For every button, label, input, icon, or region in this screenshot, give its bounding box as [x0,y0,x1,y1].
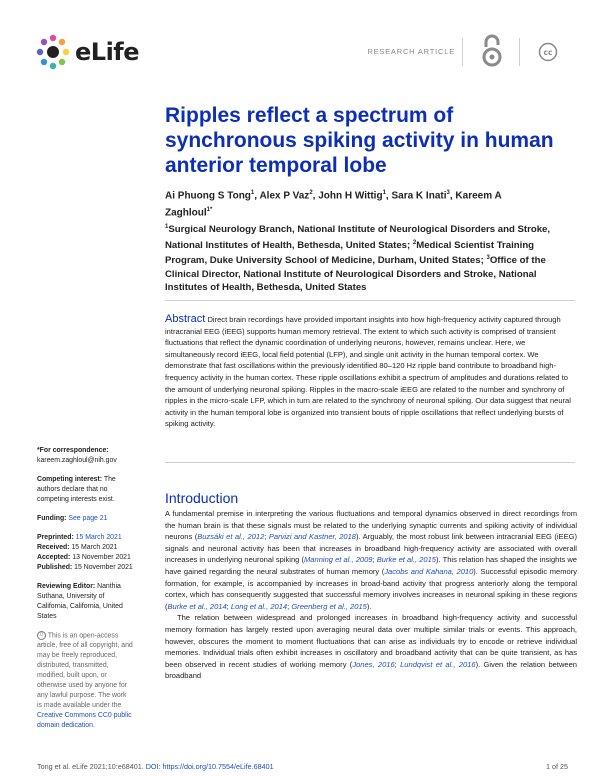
funding-link[interactable]: See page 21 [66,515,108,522]
competing-interest-text: The authors declare that no competing interests exist. [37,476,116,503]
citation-link[interactable]: Burke et al., 2015 [376,555,436,565]
citation-link[interactable]: Burke et al., 2014 [167,601,227,611]
divider [165,300,575,301]
abstract-label: Abstract [165,313,206,325]
published-date: 15 November 2021 [72,564,133,571]
page-footer [37,762,567,771]
abstract-text: Direct brain recordings have provided important insights into how high-frequency activity captured through intracranial EEG (iEEG) supports human memory retrieval. The extent to which such activity is comprised of transient fluctuations that reflect the dynamic coordination of underlying neurons, however, remains unclear. Here, we simultaneously record iEEG, local field potential (LFP), and single unit activity in the human temporal cortex. We demonstrate that fast oscillations within the previously identified 80–120 Hz ripple band contribute to broadband high-frequency activity in the human cortex. These ripple oscillations exhibit a spectrum of amplitudes and durations related to the amount of underlying neuronal spiking. Ripples in the macro-scale iEEG are related to the number and synchrony of ripples in the micro-scale LFP, which in turn are related to the synchrony of neuronal spiking. Our data suggest that neural activity in the human temporal lobe is organized into transient bouts of ripple oscillations that reflect underlying bursts of spiking activity. [165,315,571,429]
published-label: Published: [37,564,73,571]
paragraph: A fundamental premise in interpreting the various fluctuations and temporal dynamics observed in direct recordings from the human brain is that these signals must be related to the underlying synaptic currents and spiking activity of individual neurons (Buzsáki et al., 2012; Parvizi and Kastner, 2018). Arguably, the most robust link between intracranial EEG (iEEG) signals and neuronal activity has been that increases in broadband high-frequency activity are associated with overall increases in underlying neuronal spiking (Manning et al., 2009; Burke et al., 2015). This relation has shaped the insights we have gained regarding the neural substrates of human memory (Jacobs and Kahana, 2010). Successful episodic memory formation, for example, is accompanied by increases in broad-band activity that progress anteriorly along the temporal cortex, which has consequently suggested that successful memory involves increases in neuronal spiking in these regions (Burke et al., 2014; Long et al., 2014; Greenberg et al., 2015). [165,509,578,611]
article-sidebar: *For correspondence: kareem.zaghloul@nih.gov Competing interest: The authors declare that no competing interests exist. Funding: See page 21 Preprinted: 15 March 2021 Received: 15 March 2021 Accepted: 13 November 2021 Published: 15 November 2021 Reviewing Editor: Nanthia Suthana, University of California, California, United States 0 This is an open-access article, free of all copyright, and may be freely reproduced, distributed, transmitted, modified, built upon, or otherwise used by anyone for any lawful purpose. The work is made available under the Creative Commons CC0 public domain dedication. [37,447,133,730]
correspondence-label: *For correspondence: [37,447,109,454]
introduction-body [165,508,577,682]
article-title: Ripples reflect a spectrum of synchronous spiking activity in human anterior temporal lobe [165,104,554,177]
page-number: 1 of 25 [546,762,568,771]
paragraph: The relation between widespread and prolonged increases in broadband high-frequency activity and successful memory formation has largely rested upon averaging neural data over multiple similar trials or events. This approach, however, obscures the moment to moment fluctuations that can arise as individuals try to encode or retrieve individual memories. Individual trials often exhibit increases in oscillatory and broadband activity that can be quite transient, as has been observed in recent studies of working memory (Jones, 2016; Lundqvist et al., 2016). Given the relation between broadband [165,613,577,681]
header-divider [519,38,520,66]
reviewing-editor-text: Nanthia Suthana, University of California, California, United States [37,583,123,620]
citation-link[interactable]: Long et al., 2014 [230,601,288,611]
footer-citation: Tong et al. eLife 2021;10:e68401. [37,762,146,771]
accepted-date: 13 November 2021 [70,554,131,561]
author-list: Ai Phuong S Tong$^1$, Alex P Vaz$^2$, John H Wittig$^1$, Sara K Inati$^3$, Kareem A Zaghloul$^{1*}$ [165,190,502,219]
elife-logo-icon [34,33,72,71]
author-name[interactable]: Alex P Vaz [259,190,310,202]
funding-label: Funding: [37,515,67,522]
citation-link[interactable]: Buzsáki et al., 2012 [197,532,265,542]
reviewing-editor-label: Reviewing Editor: [37,583,96,590]
open-access-text: This is an open-access article, free of all copyright, and may be freely reproduced, distributed, transmitted, modified, built upon, or otherwise used by anyone for any lawful purpose. The work is made available under the [37,632,133,710]
received-date: 15 March 2021 [69,544,118,551]
competing-interest-label: Competing interest: [37,476,103,483]
creative-commons-icon[interactable] [538,42,558,67]
citation-link[interactable]: Manning et al., 2009 [304,555,373,565]
header-divider [462,38,463,66]
open-access-icon[interactable] [479,32,505,75]
author-name[interactable]: John H Wittig [318,190,383,202]
introduction-heading: Introduction [165,490,239,506]
cc0-link[interactable]: Creative Commons CC0 public domain dedication [37,712,132,730]
citation-link[interactable]: Jacobs and Kahana, 2010 [384,566,474,576]
author-name[interactable]: Sara K Inati [391,190,447,202]
cc-text: cc [543,48,553,57]
author-name[interactable]: Ai Phuong S Tong [165,190,251,202]
citation-link[interactable]: Lundqvist et al., 2016 [400,659,476,669]
author-name[interactable]: Kareem A Zaghloul [165,190,502,219]
affiliations: $^1$Surgical Neurology Branch, National Institute of Neurological Disorders and Stroke, National Institutes of Health, Bethesda, United States; $^2$Medical Scientist Training Program, Duke University School of Medicine, Durham, United States; $^3$Office of the Clinical Director, National Institute of Neurological Disorders and Stroke, National Institutes of Health, Bethesda, United States [165,224,551,294]
divider [165,462,575,463]
doi-link[interactable]: DOI: https://doi.org/10.7554/eLife.68401 [145,762,274,771]
received-label: Received: [37,544,70,551]
article-type-label: RESEARCH ARTICLE [367,47,455,56]
preprinted-label: Preprinted: [37,534,74,541]
citation-link[interactable]: Jones, 2016 [352,659,395,669]
citation-link[interactable]: Greenberg et al., 2015 [291,601,367,611]
public-domain-icon: 0 [37,631,46,640]
accepted-label: Accepted: [37,554,71,561]
logo-text: eLife [75,38,140,66]
correspondence-email[interactable]: kareem.zaghloul@nih.gov [37,457,117,464]
elife-logo[interactable] [34,33,139,71]
preprinted-date[interactable]: 15 March 2021 [73,534,122,541]
abstract [165,314,577,430]
citation-link[interactable]: Parvizi and Kastner, 2018 [268,532,357,542]
